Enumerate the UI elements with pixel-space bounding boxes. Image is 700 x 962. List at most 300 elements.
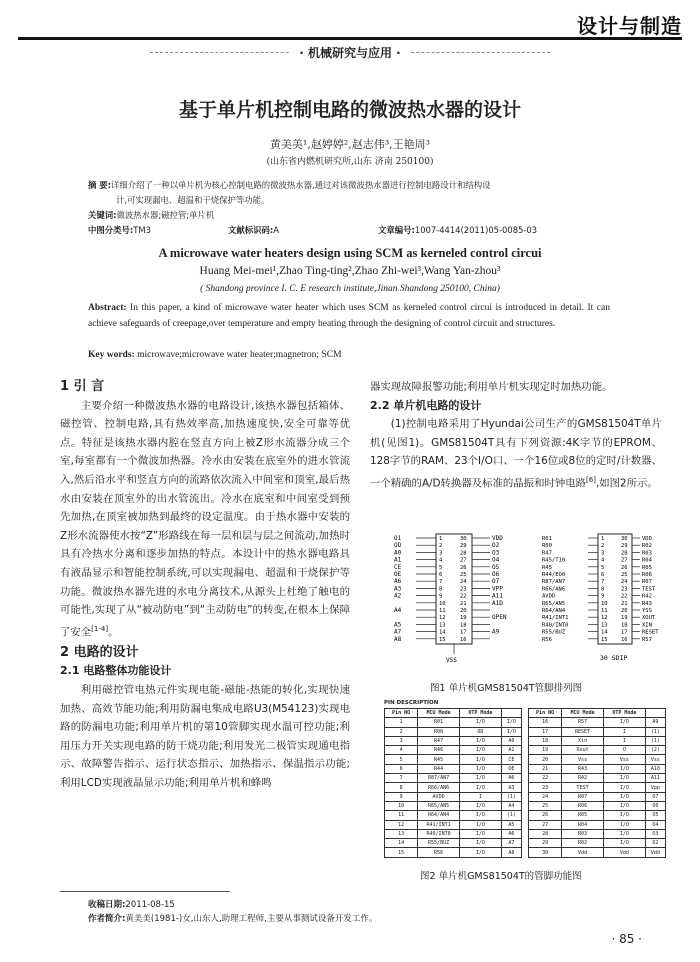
pin-table-cell: 5 [385, 755, 418, 764]
article-no-label: 文章编号: [378, 225, 415, 235]
pin-table-cell: R64/AN4 [418, 811, 460, 820]
chip2-left-number: 7 [601, 579, 605, 586]
chip2-left-number: 14 [601, 629, 608, 636]
left-pin-number: 2 [439, 543, 443, 550]
pin-table-cell: I/O [603, 774, 645, 783]
pin-table-right [528, 708, 666, 858]
pin-table-cell: O4 [645, 820, 665, 829]
chip2-right-number: 21 [621, 600, 628, 607]
overall-function-paragraph: 利用磁控管电热元件实现电能-磁能-热能的转化,实现快速加热、高效节能功能;利用防漏电集成电路U3(M54123)实现电路的防漏电功能;利用单片机的第10管脚实现水温可控功能;利用压力开关实现电路的防干烧功能;利用发光二极管实现通电指示、故障警告指示、运行状态指示、加热指示、保温指示功能;利用LCD实现液晶显示功能;利用单片机和蜂鸣 [60, 683, 350, 789]
pin-table-cell: R44 [418, 764, 460, 773]
right-pin-number: 25 [460, 572, 467, 578]
pin-table-cell: I/O [603, 811, 645, 820]
chip2-right-label: R02 [642, 543, 652, 550]
pin-table-cell: R04 [562, 820, 604, 829]
pin-table-cell: I/O [603, 829, 645, 838]
pin-table-cell: Vss [562, 755, 604, 764]
left-pin-number: 10 [439, 600, 446, 607]
pin-table-cell: RESET [562, 727, 604, 736]
pin-table-cell: R55/BUZ [418, 839, 460, 848]
left-chip-diagram [394, 534, 507, 664]
pin-table-left [384, 708, 522, 858]
chip2-right-label: TEST [642, 586, 656, 593]
pin-table-cell: 2 [385, 727, 418, 736]
chip2-right-number: 30 [621, 536, 628, 542]
pin-table-header-cell: MCU Mode [418, 709, 460, 718]
pin-table-row [385, 736, 522, 745]
author-bio-text: 黄美美(1981-)女,山东人,助理工程师,主要从事测试设备开发工作。 [125, 914, 378, 924]
mcu-text: (1)控制电路采用了Hyundai公司生产的GMS81504T单片机(见图1)。GMS81504T具有下列资源:4K字节的EPROM、128字节的RAM、23个I/O口、一个16位或8位的定时/计数器、一个精确的A/D转换器及标准的晶振和时钟电路 [370, 418, 662, 490]
chip2-right-number: 16 [621, 636, 628, 643]
pin-table-cell: I/O [459, 718, 501, 727]
pin-table-cell: 9 [385, 792, 418, 801]
chip2-right-label: R42 [642, 593, 652, 600]
chip2-left-label: R55/BUZ [542, 629, 566, 636]
pin-table-cell: 14 [385, 839, 418, 848]
footnote-rule [60, 891, 230, 892]
chip2-left-number: 10 [601, 600, 608, 607]
pin-table-row [385, 811, 522, 820]
pin-table-cell: 4 [385, 746, 418, 755]
pin-table-cell: 10 [385, 801, 418, 810]
pin-table-cell: I/O [603, 839, 645, 848]
chip2-left-number: 15 [601, 636, 608, 643]
received-date [88, 898, 175, 910]
left-pin-number: 13 [439, 622, 446, 629]
pin-table-header-cell: MCU Mode [562, 709, 604, 718]
pin-table-row [529, 811, 666, 820]
chip2-left-number: 6 [601, 572, 605, 578]
column-label [0, 44, 700, 61]
chip2-left-label: R45 [542, 564, 552, 571]
pin-table-row [529, 783, 666, 792]
pin-table-cell: 30 [529, 848, 562, 857]
heading-mcu-circuit: 2.2 单片机电路的设计 [370, 398, 482, 412]
pin-table-row [385, 792, 522, 801]
pin-table-cell: I/O [603, 783, 645, 792]
pin-table-header-row [529, 709, 666, 718]
chip2-right-label: R04 [642, 557, 652, 564]
vss-label: VSS [446, 657, 457, 664]
chip2-right-number: 28 [621, 550, 628, 557]
pin-table-cell: R05 [562, 811, 604, 820]
pin-table-row [529, 774, 666, 783]
pin-table-row [529, 839, 666, 848]
left-pin-label: A5 [394, 621, 402, 629]
pin-table-cell: CE [501, 755, 521, 764]
chip2-left-label: R87/AN7 [542, 579, 566, 586]
pin-table-cell: 6 [385, 764, 418, 773]
pin-table-cell: 18 [529, 736, 562, 745]
pin-table-header-cell: OTP Mode [459, 709, 501, 718]
pin-table-row [385, 764, 522, 773]
pin-table-cell: R87/AN7 [418, 774, 460, 783]
intro-text: 主要介绍一种微波热水器的电路设计,该热水器包括箱体、磁控管、控制电路,具有热效率高,加热速度快,安全可靠等优点。特征是该热水器内腔在竖直方向上被Z形水流器分成三个室,每室都有一个微波加热器。冷水由安装在底室外的进水管流入,然后沿水平和竖直方向的流路依次流入中间室和顶室,最后热水由安装在顶室外的出水管流出。冷水在底室和中间室受到预先加热,在顶室被加热到最终的设定温度。由于热水器中安装的Z形水流器使水按“Z”形路线在每一层和层与层之间流动,加热时具有冷热水分离和逐步加热的特点。本设计中的热水器电路具有液晶显示和智能控制系统,可以实现漏电、超温和干烧保护等功能。微波热水器先进的水电分离技术,从源头上杜绝了触电的可能性,实现了从“被动防电”到“主动防电”的转变,在根本上保障了安全 [60, 399, 350, 639]
left-pin-number: 1 [439, 536, 443, 542]
pin-table-cell: AVDD [418, 792, 460, 801]
left-pin-label: A7 [394, 628, 402, 636]
figure-2-caption: 图2 单片机GMS81504T的管脚功能图 [420, 871, 582, 882]
right-pin-number: 24 [460, 579, 467, 586]
pin-table-cell: 27 [529, 820, 562, 829]
mcu-text-end: ,如图2所示。 [595, 477, 658, 490]
abstract-line-2: 计,可实现漏电、超温和干烧保护等功能。 [116, 195, 270, 205]
right-pin-number: 26 [460, 564, 467, 571]
abstract-line [88, 178, 610, 193]
paper-affiliation: (山东省内燃机研究所,山东 济南 250100) [266, 157, 434, 167]
article-no-value: 1007-4414(2011)05-0085-03 [414, 225, 538, 235]
pin-table-row [529, 746, 666, 755]
chip2-right-label: XOUT [642, 615, 656, 622]
pin-table-cell: (1) [645, 727, 665, 736]
intro-citation: [1-4] [91, 624, 109, 633]
chip2-right-number: 27 [621, 557, 628, 564]
chip2-right-label: XIN [642, 622, 652, 629]
chip2-left-label: R44/EO0 [542, 572, 566, 578]
doc-code-value: A [273, 225, 279, 235]
pin-table-cell: R45 [418, 755, 460, 764]
pin-table-cell: 22 [529, 774, 562, 783]
chinese-abstract-block [88, 178, 610, 238]
pin-table-cell: Vdd [562, 848, 604, 857]
chip2-left-label: R01 [542, 536, 552, 542]
left-pin-number: 3 [439, 550, 443, 557]
left-pin-number: 6 [439, 572, 443, 578]
mid-pin-label: VPP [492, 585, 503, 593]
chip2-right-number: 26 [621, 564, 628, 571]
pin-table-cell: 23 [529, 783, 562, 792]
pin-table-cell: A5 [501, 820, 521, 829]
chip2-left-label: R66/AN6 [542, 586, 566, 593]
pin-table-cell: O [603, 746, 645, 755]
left-pin-number: 14 [439, 629, 446, 636]
pin-table-cell: I/O [459, 774, 501, 783]
right-pin-number: 28 [460, 550, 467, 557]
right-pin-number: 23 [460, 586, 467, 593]
pin-table-cell: A9 [645, 718, 665, 727]
right-pin-number: 16 [460, 636, 467, 643]
pin-table-cell: Vdd [603, 848, 645, 857]
pin-table-row [385, 848, 522, 857]
mid-pin-label: A11 [492, 592, 503, 600]
pin-table-cell: (2) [645, 746, 665, 755]
classification-line [88, 223, 610, 238]
pin-table-cell: 29 [529, 839, 562, 848]
english-abstract-text: In this paper, a kind of microwave water heater which uses SCM as kerneled control circui is introduced in detail. It can achieve safeguards of creepage,over temperature and empty heating through the designing of control circuit and structures. [88, 303, 610, 329]
pin-table-header-cell: Pin NO [529, 709, 562, 718]
pin-table-row [385, 718, 522, 727]
pin-table-cell: R57 [562, 718, 604, 727]
pin-table-row [385, 839, 522, 848]
english-authors: Huang Mei-mei¹,Zhao Ting-ting²,Zhao Zhi-wei³,Wang Yan-zhou³ [199, 265, 501, 277]
left-pin-number: 5 [439, 564, 443, 571]
abstract-label: 摘 要: [88, 180, 112, 190]
pin-table-cell: OD [459, 727, 501, 736]
pin-table-cell: I/O [603, 801, 645, 810]
intro-paragraph [60, 397, 350, 642]
pin-table-cell: R07 [562, 792, 604, 801]
open-label: OPEN [492, 614, 507, 622]
keywords-text: 微波热水器;磁控管;单片机 [116, 210, 215, 220]
pin-table-cell: I/O [603, 820, 645, 829]
chip2-right-label: YSS [642, 608, 652, 614]
chip2-left-number: 12 [601, 615, 608, 622]
pin-table-row [529, 718, 666, 727]
pin-table-cell: I/O [603, 718, 645, 727]
pin-table-cell: OE [501, 764, 521, 773]
chip2-right-label: R43 [642, 600, 652, 607]
chip2-left-number: 3 [601, 550, 605, 557]
chip2-right-number: 22 [621, 593, 628, 600]
chip2-right-number: 23 [621, 586, 628, 593]
mid-pin-label: VDD [492, 535, 503, 542]
pin-table-cell: A8 [501, 848, 521, 857]
pin-table-cell: I/O [459, 746, 501, 755]
pin-table-cell: Vdd [645, 848, 665, 857]
pin-table-cell: 28 [529, 829, 562, 838]
pin-table-cell: R40/INT0 [418, 829, 460, 838]
pin-table-cell: Xout [562, 746, 604, 755]
pin-table-row [529, 727, 666, 736]
right-pin-number: 18 [460, 622, 467, 629]
chip2-right-number: 25 [621, 572, 628, 578]
left-pin-number: 12 [439, 615, 446, 622]
pin-table-cell: I [603, 736, 645, 745]
chip2-right-label: R06 [642, 572, 652, 578]
pin-table-cell: I/O [603, 764, 645, 773]
pin-table-cell: R56 [418, 848, 460, 857]
right-pin-number: 22 [460, 593, 467, 600]
pin-table-row [529, 755, 666, 764]
pin-table-row [385, 727, 522, 736]
chip2-left-label: R47 [542, 550, 552, 557]
chip2-right-number: 19 [621, 615, 628, 622]
chip2-right-label: R05 [642, 564, 652, 571]
left-pin-number: 9 [439, 593, 443, 600]
left-pin-label: O1 [394, 535, 402, 542]
doc-code-label: 文献标识码: [228, 225, 274, 235]
pin-table-cell: I/O [459, 764, 501, 773]
pin-table-header-cell [501, 709, 521, 718]
keywords-label: 关键词: [88, 210, 117, 220]
left-pin-number: 11 [439, 608, 446, 614]
left-column [60, 378, 350, 793]
package-label: 30 SDIP [600, 654, 628, 662]
left-pin-label: A6 [394, 578, 402, 586]
pin-table-cell: I/O [459, 811, 501, 820]
pin-table-cell: R65/AN5 [418, 801, 460, 810]
pin-table-cell: O3 [645, 829, 665, 838]
chip2-right-label: R07 [642, 579, 652, 586]
pin-table-cell: Vpp [645, 783, 665, 792]
chip2-right-number: 24 [621, 579, 628, 586]
chip2-left-number: 13 [601, 622, 608, 629]
chip2-left-label: R65/AN5 [542, 600, 566, 607]
pin-table-cell: 20 [529, 755, 562, 764]
pin-table-cell: I/O [459, 848, 501, 857]
pin-table-cell: O5 [645, 811, 665, 820]
left-pin-label: OD [394, 542, 402, 550]
english-keywords [88, 350, 610, 360]
author-bio [88, 912, 377, 924]
pin-table-cell: R00 [418, 727, 460, 736]
pin-table-cell: I/O [459, 820, 501, 829]
pin-table-cell: 8 [385, 783, 418, 792]
left-pin-label: A0 [394, 549, 402, 557]
english-title: A microwave water heaters design using SCM as kerneled control circui [158, 246, 542, 260]
pin-table-row [385, 783, 522, 792]
pin-table-row [385, 820, 522, 829]
left-pin-number: 7 [439, 579, 443, 586]
pin-table-row [529, 848, 666, 857]
clc-label: 中图分类号: [88, 225, 134, 235]
chip2-left-label: R00 [542, 543, 552, 550]
pin-table-cell: I [603, 727, 645, 736]
right-pin-number: 27 [460, 557, 467, 564]
pin-table-cell: A0 [501, 736, 521, 745]
chip2-right-number: 17 [621, 629, 628, 636]
heading-overall-function: 2.1 电路整体功能设计 [60, 664, 172, 678]
pin-table-cell: O2 [645, 839, 665, 848]
pin-table-cell: A1 [501, 746, 521, 755]
english-keywords-label: Key words: [88, 350, 135, 360]
mcu-paragraph [370, 415, 662, 493]
chip2-right-label: R57 [642, 636, 652, 643]
pin-table-cell: R42 [562, 774, 604, 783]
chip2-left-label: R41/INT1 [542, 615, 569, 622]
pin-table-cell: A10 [645, 764, 665, 773]
pin-description-title: PIN DESCRIPTION [384, 700, 439, 706]
pin-table-cell: 12 [385, 820, 418, 829]
left-pin-label: A3 [394, 585, 402, 593]
chip2-right-number: 18 [621, 622, 628, 629]
pin-table-cell: A7 [501, 839, 521, 848]
pin-table-cell: Xin [562, 736, 604, 745]
chip2-right-number: 20 [621, 608, 628, 614]
pin-table-cell: R02 [562, 839, 604, 848]
pin-table-cell: I/O [501, 718, 521, 727]
right-pin-number: 30 [460, 536, 467, 542]
clc-value: TM3 [133, 225, 151, 235]
pin-table-header-row [385, 709, 522, 718]
pin-table-cell: R03 [562, 829, 604, 838]
mid-pin-label: O3 [492, 549, 500, 557]
pin-table-cell: Vss [603, 755, 645, 764]
pin-table-row [385, 746, 522, 755]
mid-pin-label: O6 [492, 571, 500, 578]
pin-table-cell: 7 [385, 774, 418, 783]
pin-table-row [529, 792, 666, 801]
figure-2-pin-description [384, 700, 666, 858]
chip2-left-number: 4 [601, 557, 605, 564]
pin-table-cell: 13 [385, 829, 418, 838]
figure-1-pinout [392, 530, 670, 668]
pin-table-row [385, 801, 522, 810]
chip2-left-number: 8 [601, 586, 605, 593]
pin-table-row [529, 820, 666, 829]
chip2-right-number: 29 [621, 543, 628, 550]
english-keywords-text: microwave;microwave water heater;magnetron; SCM [137, 350, 342, 360]
header-rule [18, 37, 682, 40]
pin-table-cell: 3 [385, 736, 418, 745]
left-pin-label: A2 [394, 592, 402, 600]
english-abstract-label: Abstract: [88, 303, 127, 313]
figure-1-caption: 图1 单片机GMS81504T管脚排列图 [430, 683, 583, 694]
pin-table-cell: R01 [418, 718, 460, 727]
pin-table-row [529, 736, 666, 745]
pin-table-cell: R41/INT1 [418, 820, 460, 829]
chip2-left-number: 1 [601, 536, 605, 542]
pin-table-cell: R06 [562, 801, 604, 810]
pin-table-cell: R46 [418, 746, 460, 755]
chip2-left-number: 11 [601, 608, 608, 614]
pin-table-cell: (1) [501, 811, 521, 820]
pin-table-cell: 16 [529, 718, 562, 727]
journal-section-title: 设计与制造 [577, 14, 682, 38]
pin-table-cell: 26 [529, 811, 562, 820]
left-pin-label: CE [394, 563, 402, 571]
pin-table-cell: 19 [529, 746, 562, 755]
mcu-citation: [6] [586, 475, 596, 484]
pin-table-row [385, 774, 522, 783]
chip2-right-label: VDD [642, 536, 652, 542]
left-pin-label: OE [394, 571, 402, 578]
chip2-left-label: R64/AN4 [542, 608, 566, 614]
pin-table-row [385, 755, 522, 764]
pin-table-cell: A6 [501, 829, 521, 838]
pin-table-cell: A4 [501, 801, 521, 810]
pin-table-row [529, 764, 666, 773]
pin-table-row [529, 801, 666, 810]
mid-pin-label: O7 [492, 578, 500, 586]
left-pin-number: 8 [439, 586, 443, 593]
left-pin-label: A1 [394, 556, 402, 564]
right-column [370, 378, 662, 493]
chip2-left-number: 2 [601, 543, 605, 550]
pin-table-cell: I/O [459, 829, 501, 838]
received-value: 2011-08-15 [125, 900, 175, 910]
mid-pin-label: A1D [492, 599, 503, 607]
pin-table-cell: I/O [459, 801, 501, 810]
chip2-left-number: 9 [601, 593, 605, 600]
pin-table-cell: 11 [385, 811, 418, 820]
pin-table-cell: I/O [501, 727, 521, 736]
right-pin-number: 19 [460, 615, 467, 622]
mid-pin-label: O5 [492, 563, 500, 571]
chip2-left-label: R56 [542, 636, 552, 643]
left-pin-number: 4 [439, 557, 443, 564]
left-pin-label: A8 [394, 635, 402, 643]
pin-table-cell: TEST [562, 783, 604, 792]
pin-table-cell: (1) [501, 792, 521, 801]
pin-table-row [385, 829, 522, 838]
paper-authors: 黄美美¹,赵婷婷²,赵志伟³,王艳周³ [269, 138, 431, 151]
mid-pin-label: O4 [492, 556, 500, 564]
pin-table-cell: (1) [645, 736, 665, 745]
pin-table-cell: I/O [459, 755, 501, 764]
chip2-left-label: R45/T10 [542, 557, 566, 564]
pin-table-header-cell: OTP Mode [603, 709, 645, 718]
pin-table-cell: 17 [529, 727, 562, 736]
left-pin-label: A4 [394, 607, 402, 614]
chip2-right-label: RESET [642, 629, 659, 636]
pin-table-cell: Vss [645, 755, 665, 764]
pin-table-cell: I/O [459, 783, 501, 792]
pin-table-cell: 15 [385, 848, 418, 857]
right-pin-number: 21 [460, 600, 467, 607]
chip2-right-label: R03 [642, 550, 652, 557]
pin-table-row [529, 829, 666, 838]
